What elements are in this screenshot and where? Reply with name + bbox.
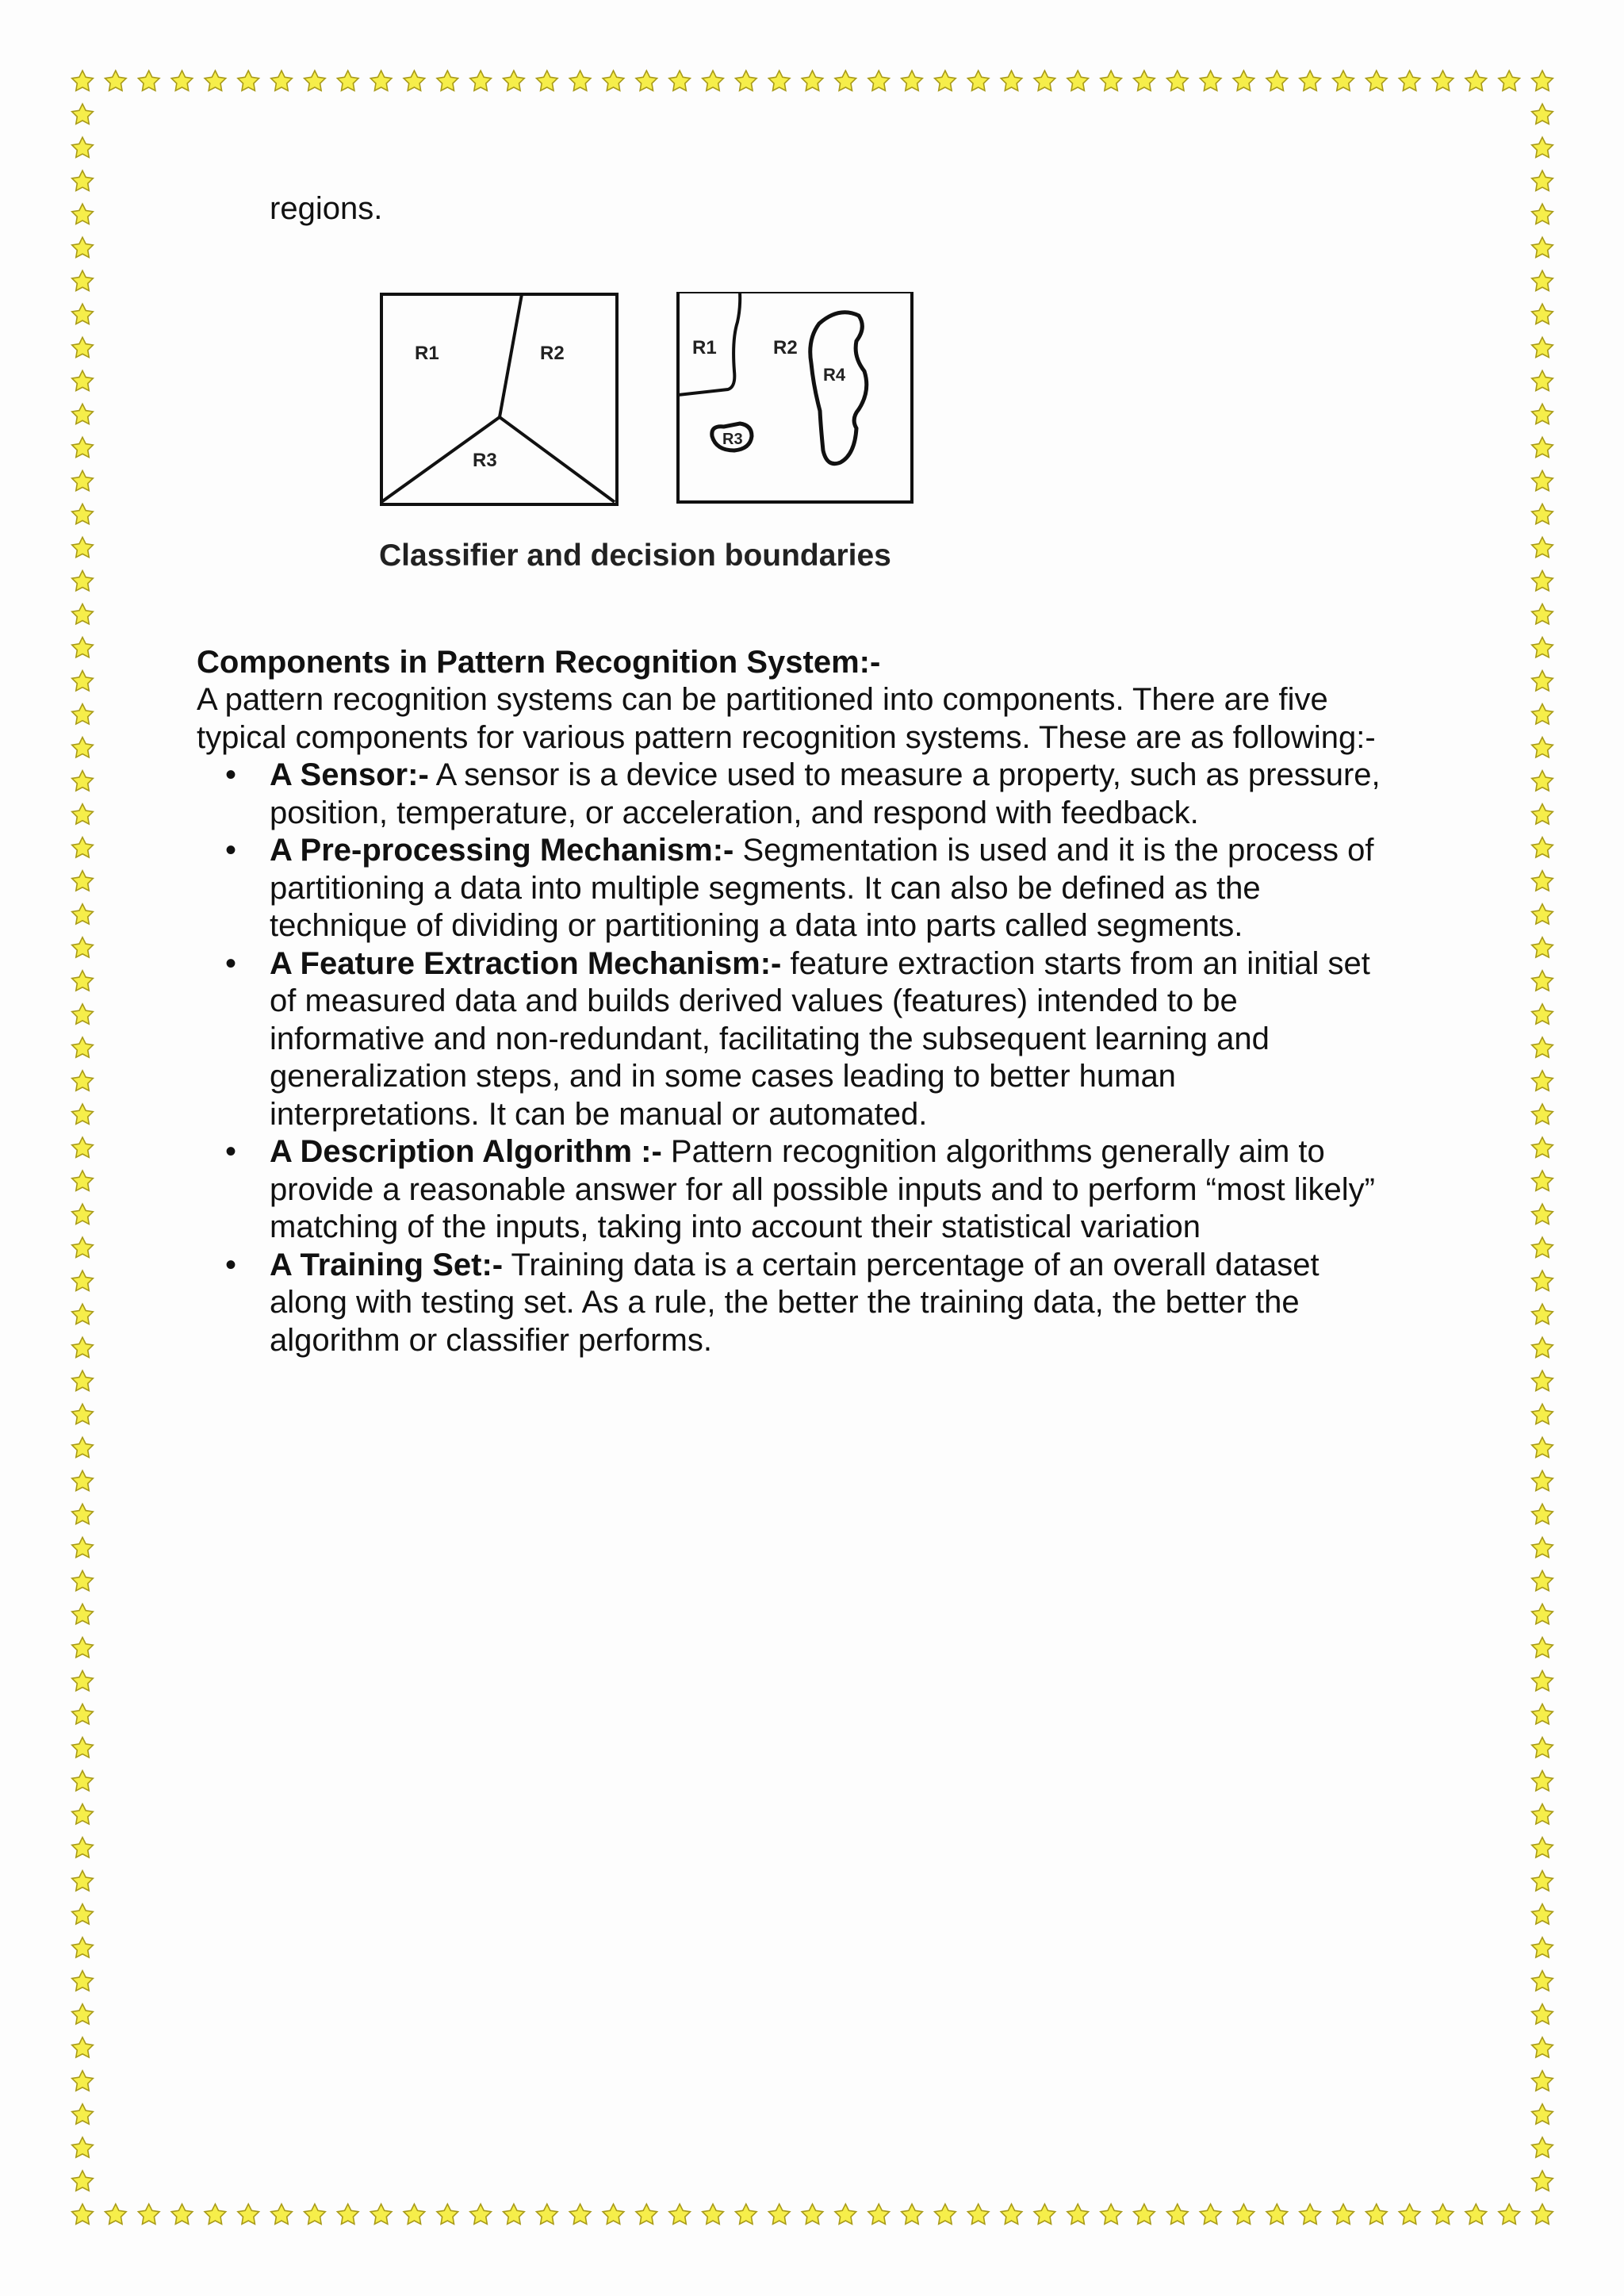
star-icon [138,2204,159,2224]
right-label-r4: R4 [823,364,846,385]
star-icon [1233,2204,1254,2224]
star-icon [669,2204,691,2224]
item-text: along with testing set. As a rule, the better the training data, the better the [270,1285,1300,1320]
star-icon [703,71,724,90]
bullet: • [225,945,237,981]
star-icon [1532,1638,1553,1658]
star-icon [1532,671,1553,691]
star-icon [1499,71,1520,90]
star-icon [1432,71,1454,90]
figure-caption: Classifier and decision boundaries [379,538,891,573]
item-text: Pattern recognition algorithms generally aim to [661,1134,1325,1169]
star-icon [1034,2204,1055,2224]
star-icon [1532,1204,1553,1224]
star-icon [72,2004,94,2024]
star-icon [1532,270,1553,290]
star-icon [1532,1404,1553,1424]
star-icon [1532,404,1553,424]
item-text: A sensor is a device used to measure a property, such as pressure, [428,757,1381,792]
star-icon [1532,1938,1553,1957]
star-icon [72,1771,94,1791]
item-text: provide a reasonable answer for all possible inputs and to perform “most likely” [270,1171,1376,1207]
star-icon [1034,71,1055,90]
star-icon [171,71,193,90]
bullet: • [225,833,237,868]
star-icon [72,2137,94,2157]
star-icon [1399,2204,1420,2224]
star-icon [1532,504,1553,523]
star-icon [1532,2071,1553,2091]
star-icon [1532,1838,1553,1857]
continuation-text: regions. [270,191,383,226]
star-icon [72,1271,94,1290]
bullet: • [225,1134,237,1169]
star-icon [72,604,94,624]
item-text: Training data is a certain percentage of an overall dataset [503,1247,1320,1282]
item-text: informative and non-redundant, facilitating the subsequent learning and [270,1021,1270,1056]
star-icon [1532,1470,1553,1490]
star-icon [1532,1337,1553,1357]
list-item [197,1247,1434,1360]
item-text: feature extraction starts from an initial set [781,945,1370,981]
star-icon [72,1404,94,1424]
star-icon [537,2204,558,2224]
star-icon [370,2204,392,2224]
star-icon [1432,2204,1454,2224]
bullet: • [225,757,237,792]
right-diagram-box [678,292,912,502]
star-icon [72,237,94,257]
star-icon [1465,2204,1487,2224]
star-icon [1532,1871,1553,1891]
star-icon [1532,537,1553,557]
star-icon [1532,838,1553,857]
star-icon [1532,1971,1553,1991]
right-label-r2: R2 [773,336,798,358]
star-icon [72,838,94,857]
star-icon [271,71,293,90]
star-icon [902,71,923,90]
star-icon [105,71,127,90]
intro-line: typical components for various pattern recognition systems. These are as following:- [197,719,1376,755]
list-item [197,757,1434,832]
star-icon [1067,2204,1089,2224]
star-icon [1532,1237,1553,1257]
star-icon [1465,71,1487,90]
star-icon [72,1004,94,1024]
star-icon [1532,104,1553,124]
star-icon [1200,71,1221,90]
star-icon [72,1537,94,1557]
star-icon [72,437,94,457]
star-icon [72,171,94,190]
star-icon [569,2204,591,2224]
star-icon [72,1838,94,1857]
star-icon [1532,370,1553,390]
star-icon [1532,71,1553,90]
star-icon [72,1071,94,1091]
star-icon [470,2204,492,2224]
star-icon [72,370,94,390]
star-icon [1300,2204,1321,2224]
bullet: • [225,1247,237,1282]
item-label: A Description Algorithm :- [270,1134,662,1169]
star-icon [404,2204,425,2224]
list-item [197,945,1434,1134]
star-icon [1532,2104,1553,2124]
star-icon [1532,2204,1553,2224]
star-icon [736,71,757,90]
star-icon [205,2204,226,2224]
left-label-r3: R3 [473,449,497,471]
star-icon [636,2204,657,2224]
item-text: matching of the inputs, taking into account their statistical variation [270,1209,1201,1244]
left-boundary-1 [500,294,522,417]
star-icon [337,2204,358,2224]
star-icon [1532,1370,1553,1390]
star-icon [105,2204,127,2224]
star-icon [72,2104,94,2124]
star-icon [72,1504,94,1524]
star-icon [603,2204,624,2224]
star-icon [1532,2004,1553,2024]
star-icon [1532,470,1553,490]
star-icon [138,71,159,90]
star-icon [1266,2204,1288,2224]
star-icon [1532,604,1553,624]
item-label: A Training Set:- [270,1247,504,1282]
star-icon [437,2204,458,2224]
star-icon [72,771,94,791]
star-icon [703,2204,724,2224]
star-icon [569,71,591,90]
star-icon [1532,1504,1553,1524]
star-icon [1532,2137,1553,2157]
star-icon [1532,2171,1553,2191]
list-item [197,832,1434,945]
decision-boundaries-figure [379,292,934,625]
page-content [197,190,1434,1359]
left-label-r1: R1 [415,342,439,364]
star-icon [72,1104,94,1124]
star-icon [72,671,94,691]
star-icon [72,804,94,824]
star-icon [72,104,94,124]
right-label-r3: R3 [722,430,743,448]
section-heading: Components in Pattern Recognition System:- [197,644,881,680]
star-icon [1532,1437,1553,1457]
star-icon [1532,171,1553,190]
star-icon [802,2204,823,2224]
star-icon [1532,771,1553,791]
star-icon [238,71,259,90]
star-icon [205,71,226,90]
star-icon [504,2204,525,2224]
star-icon [1532,871,1553,891]
star-icon [1532,1804,1553,1824]
left-boundary-3 [500,417,615,502]
item-label: A Sensor:- [270,757,429,792]
star-icon [304,2204,326,2224]
star-icon [1101,71,1122,90]
star-icon [72,1237,94,1257]
item-text: technique of dividing or partitioning a data into parts called segments. [270,908,1243,943]
item-text: Segmentation is used and it is the process of [733,833,1374,868]
star-icon [72,2204,94,2224]
star-icon [72,304,94,324]
star-icon [72,137,94,157]
item-label: A Feature Extraction Mechanism:- [270,945,782,981]
star-icon [72,1171,94,1190]
item-text: partitioning a data into multiple segments. It can also be defined as the [270,870,1261,906]
star-icon [1532,804,1553,824]
star-icon [1300,71,1321,90]
star-icon [72,1804,94,1824]
star-icon [1167,2204,1189,2224]
star-icon [1532,738,1553,757]
item-text: algorithm or classifier performs. [270,1322,712,1358]
star-icon [72,1137,94,1157]
star-icon [72,204,94,224]
star-icon [1532,704,1553,724]
star-icon [72,2171,94,2191]
item-text: generalization steps, and in some cases leading to better human [270,1059,1176,1094]
star-icon [1532,304,1553,324]
star-icon [1134,2204,1155,2224]
star-icon [304,71,326,90]
star-icon [1532,1570,1553,1590]
star-icon [1532,1738,1553,1757]
star-icon [72,1904,94,1924]
star-icon [72,537,94,557]
star-icon [802,71,823,90]
item-text: interpretations. It can be manual or automated. [270,1096,928,1132]
star-icon [1532,1671,1553,1691]
star-icon [1266,71,1288,90]
star-icon [72,1638,94,1658]
star-icon [72,638,94,657]
star-icon [72,1971,94,1991]
intro-paragraph [197,681,1434,757]
star-icon [72,1938,94,1957]
star-icon [72,2071,94,2091]
star-icon [1366,71,1388,90]
star-icon [1532,1137,1553,1157]
star-icon [1532,437,1553,457]
star-icon [72,1470,94,1490]
star-icon [72,2037,94,2057]
star-icon [1167,71,1189,90]
star-icon [1532,1104,1553,1124]
star-icon [1134,71,1155,90]
intro-line: A pattern recognition systems can be partitioned into components. There are five [197,682,1328,717]
star-icon [1532,971,1553,991]
star-icon [1101,2204,1122,2224]
star-icon [1532,937,1553,957]
star-icon [868,2204,890,2224]
star-icon [1532,1904,1553,1924]
star-icon [72,738,94,757]
item-text: position, temperature, or acceleration, and respond with feedback. [270,795,1199,830]
star-icon [72,904,94,924]
star-icon [72,337,94,357]
star-icon [72,1570,94,1590]
figure [197,292,1434,625]
star-icon [1532,204,1553,224]
star-icon [1499,2204,1520,2224]
star-icon [1532,1604,1553,1623]
star-icon [72,971,94,991]
star-icon [1001,2204,1022,2224]
star-icon [72,71,94,90]
star-icon [1532,1071,1553,1091]
star-icon [902,2204,923,2224]
star-icon [603,71,624,90]
left-label-r2: R2 [540,342,565,364]
star-icon [935,2204,956,2224]
star-icon [72,1704,94,1724]
star-icon [337,71,358,90]
star-icon [72,470,94,490]
right-region-r4-outline [810,312,867,463]
star-icon [72,571,94,591]
star-icon [72,1604,94,1623]
components-list [197,757,1434,1359]
star-icon [835,2204,856,2224]
star-icon [72,1304,94,1324]
star-icon [238,2204,259,2224]
star-icon [768,71,790,90]
star-icon [1200,2204,1221,2224]
star-icon [1366,2204,1388,2224]
star-icon [470,71,492,90]
star-icon [1532,337,1553,357]
star-icon [1001,71,1022,90]
star-icon [370,71,392,90]
star-icon [72,1871,94,1891]
star-icon [1532,137,1553,157]
star-icon [72,404,94,424]
star-icon [404,71,425,90]
star-icon [1532,2037,1553,2057]
star-icon [1532,1537,1553,1557]
star-icon [1333,2204,1354,2224]
star-icon [935,71,956,90]
star-icon [537,71,558,90]
star-icon [437,71,458,90]
star-icon [72,270,94,290]
star-icon [1532,638,1553,657]
star-icon [1532,1704,1553,1724]
star-icon [636,71,657,90]
star-icon [1532,1171,1553,1190]
star-icon [1399,71,1420,90]
star-icon [1532,237,1553,257]
star-icon [271,2204,293,2224]
star-icon [967,2204,989,2224]
star-icon [967,71,989,90]
star-icon [72,1437,94,1457]
right-label-r1: R1 [692,336,717,358]
star-icon [768,2204,790,2224]
star-icon [72,1671,94,1691]
star-icon [1532,1037,1553,1057]
star-icon [72,937,94,957]
star-icon [72,1037,94,1057]
star-icon [1532,1271,1553,1290]
star-icon [1532,1304,1553,1324]
star-icon [835,71,856,90]
star-icon [171,2204,193,2224]
list-item [197,1133,1434,1247]
star-icon [1333,71,1354,90]
star-icon [669,71,691,90]
item-text: of measured data and builds derived values (features) intended to be [270,983,1238,1018]
star-icon [1532,571,1553,591]
star-icon [1532,1004,1553,1024]
left-diagram-box [381,294,617,504]
star-icon [72,1370,94,1390]
item-label: A Pre-processing Mechanism:- [270,833,734,868]
star-icon [72,1738,94,1757]
star-icon [1233,71,1254,90]
star-icon [72,871,94,891]
star-icon [72,1337,94,1357]
star-icon [72,1204,94,1224]
star-icon [504,71,525,90]
star-icon [72,704,94,724]
star-icon [736,2204,757,2224]
star-icon [72,504,94,523]
star-icon [1532,904,1553,924]
star-icon [1532,1771,1553,1791]
star-icon [1067,71,1089,90]
star-icon [868,71,890,90]
